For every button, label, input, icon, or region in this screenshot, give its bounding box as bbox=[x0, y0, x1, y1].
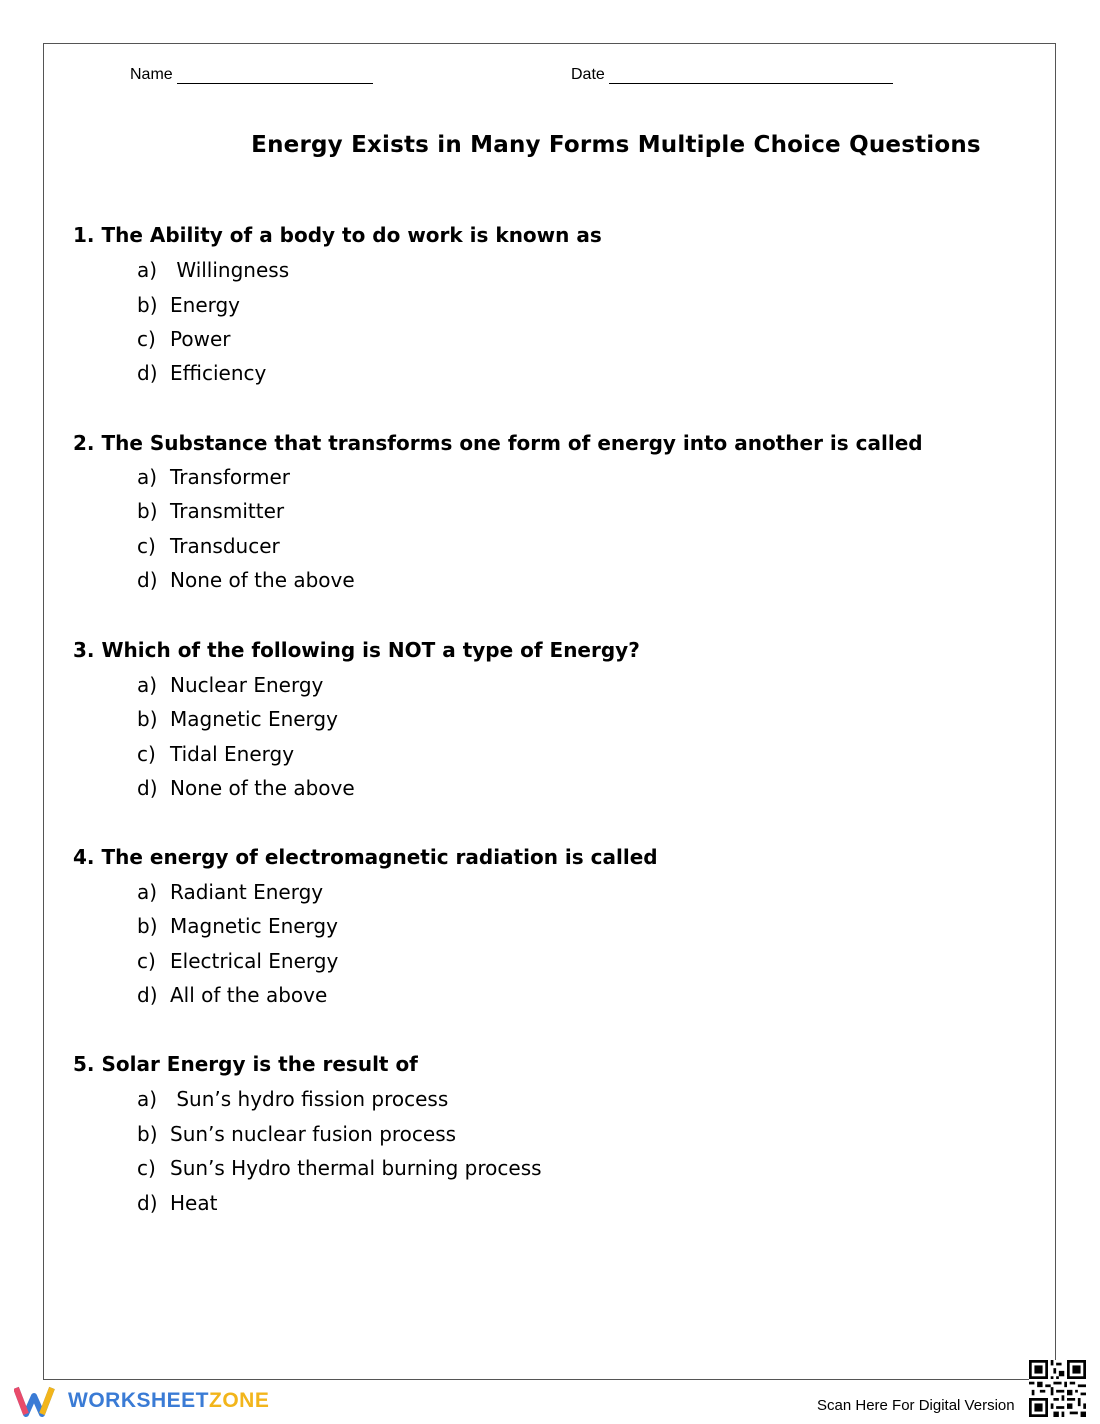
option-text: Nuclear Energy bbox=[170, 673, 324, 697]
option-text: Magnetic Energy bbox=[170, 707, 338, 731]
option bbox=[137, 293, 240, 317]
qr-code-icon[interactable] bbox=[1029, 1360, 1086, 1417]
option bbox=[137, 499, 284, 523]
option-letter: c) bbox=[137, 949, 156, 973]
option-text: Efficiency bbox=[170, 361, 267, 385]
worksheetzone-logo[interactable] bbox=[14, 1384, 269, 1418]
option-letter: a) bbox=[137, 258, 158, 282]
page-title: Energy Exists in Many Forms Multiple Choice Questions bbox=[251, 132, 981, 158]
option-letter: b) bbox=[137, 499, 158, 523]
option bbox=[137, 1156, 542, 1180]
option-letter: d) bbox=[137, 776, 158, 800]
question-1: 1. The Ability of a body to do work is known as bbox=[73, 223, 602, 247]
logo-text-zone: ZONE bbox=[209, 1389, 270, 1412]
option-text: All of the above bbox=[170, 983, 328, 1007]
option-text: Willingness bbox=[170, 258, 290, 282]
logo-text bbox=[68, 1389, 269, 1413]
question-3: 3. Which of the following is NOT a type of Energy? bbox=[73, 638, 640, 662]
option bbox=[137, 258, 289, 282]
option-letter: d) bbox=[137, 1191, 158, 1215]
option-text: Magnetic Energy bbox=[170, 914, 338, 938]
option-text: Electrical Energy bbox=[170, 949, 339, 973]
option bbox=[137, 568, 355, 592]
option-letter: c) bbox=[137, 327, 156, 351]
logo-text-worksheet: WORKSHEET bbox=[68, 1389, 209, 1412]
option-text: Transducer bbox=[170, 534, 280, 558]
option bbox=[137, 1122, 456, 1146]
option-text: Power bbox=[170, 327, 231, 351]
option-letter: d) bbox=[137, 361, 158, 385]
option-letter: a) bbox=[137, 673, 158, 697]
option-text: Radiant Energy bbox=[170, 880, 324, 904]
option-letter: b) bbox=[137, 707, 158, 731]
date-label: Date bbox=[571, 66, 605, 83]
option-letter: d) bbox=[137, 983, 158, 1007]
option-letter: b) bbox=[137, 1122, 158, 1146]
option-letter: c) bbox=[137, 742, 156, 766]
name-blank-line[interactable] bbox=[177, 67, 373, 84]
name-field[interactable] bbox=[130, 66, 373, 84]
option bbox=[137, 327, 230, 351]
option bbox=[137, 1191, 217, 1215]
option-text: Sun’s hydro fission process bbox=[170, 1087, 449, 1111]
option-letter: a) bbox=[137, 1087, 158, 1111]
option-text: Heat bbox=[170, 1191, 218, 1215]
question-5: 5. Solar Energy is the result of bbox=[73, 1052, 418, 1076]
option-letter: a) bbox=[137, 880, 158, 904]
question-2: 2. The Substance that transforms one form of energy into another is called bbox=[73, 431, 923, 455]
option bbox=[137, 949, 338, 973]
option bbox=[137, 1087, 448, 1111]
logo-w-icon bbox=[14, 1384, 62, 1418]
option bbox=[137, 742, 294, 766]
name-label: Name bbox=[130, 66, 173, 83]
date-field[interactable] bbox=[571, 66, 893, 84]
option-letter: d) bbox=[137, 568, 158, 592]
option-letter: a) bbox=[137, 465, 158, 489]
option bbox=[137, 914, 338, 938]
option-letter: c) bbox=[137, 1156, 156, 1180]
option-letter: b) bbox=[137, 914, 158, 938]
option-text: Transformer bbox=[170, 465, 291, 489]
option-text: None of the above bbox=[170, 776, 355, 800]
option-text: Sun’s Hydro thermal burning process bbox=[170, 1156, 542, 1180]
date-blank-line[interactable] bbox=[609, 67, 893, 84]
option-text: Tidal Energy bbox=[170, 742, 295, 766]
scan-text: Scan Here For Digital Version bbox=[817, 1397, 1015, 1414]
option bbox=[137, 983, 327, 1007]
option bbox=[137, 707, 338, 731]
option bbox=[137, 776, 355, 800]
option-letter: b) bbox=[137, 293, 158, 317]
option bbox=[137, 880, 323, 904]
option bbox=[137, 465, 290, 489]
option-text: Energy bbox=[170, 293, 241, 317]
option bbox=[137, 673, 323, 697]
option-text: Transmitter bbox=[170, 499, 285, 523]
question-4: 4. The energy of electromagnetic radiation is called bbox=[73, 845, 658, 869]
option-text: None of the above bbox=[170, 568, 355, 592]
option-text: Sun’s nuclear fusion process bbox=[170, 1122, 457, 1146]
option-letter: c) bbox=[137, 534, 156, 558]
option bbox=[137, 361, 266, 385]
option bbox=[137, 534, 280, 558]
